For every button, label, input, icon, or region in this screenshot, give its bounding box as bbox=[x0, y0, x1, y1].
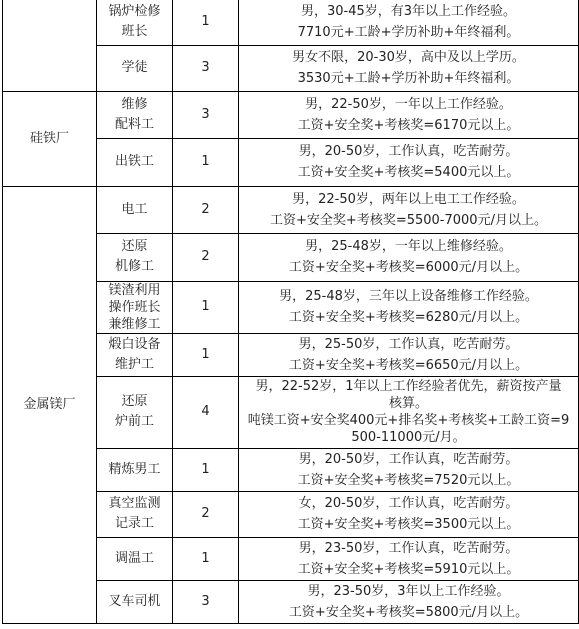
headcount-cell: 1 bbox=[173, 448, 239, 491]
requirements-cell bbox=[239, 91, 579, 138]
position-name-line: 煅白设备 bbox=[108, 336, 161, 352]
table-row bbox=[3, 0, 579, 45]
headcount-cell: 2 bbox=[173, 233, 239, 281]
position-cell bbox=[97, 448, 173, 491]
position-cell bbox=[97, 580, 173, 623]
position-cell bbox=[97, 186, 173, 233]
position-name-line: 锅炉检修 bbox=[108, 3, 161, 19]
position-cell bbox=[97, 376, 173, 448]
requirement-line: 男，20-50岁，工作认真，吃苦耐劳。 bbox=[298, 451, 519, 467]
requirement-line: 男，22-50岁，一年以上工作经验。 bbox=[305, 96, 512, 112]
headcount-cell: 3 bbox=[173, 580, 239, 623]
requirements-cell bbox=[239, 186, 579, 233]
table-row bbox=[3, 186, 579, 233]
requirements-cell bbox=[239, 448, 579, 491]
position-name-line: 维护工 bbox=[114, 356, 154, 372]
position-cell bbox=[97, 91, 173, 138]
requirement-line: 男，20-50岁，工作认真，吃苦耐劳。 bbox=[298, 144, 519, 159]
requirement-line: 男女不限，20-30岁，高中及以上学历。 bbox=[292, 50, 525, 65]
headcount-cell: 4 bbox=[173, 376, 239, 448]
requirements-cell bbox=[239, 138, 579, 186]
position-name-line: 记录工 bbox=[114, 516, 154, 531]
requirement-line: 核算。 bbox=[388, 396, 428, 411]
requirements-cell bbox=[239, 281, 579, 333]
requirement-line: 工资+安全奖+考核奖=3500元以上。 bbox=[297, 517, 520, 532]
requirement-line: 工资+安全奖+考核奖=6170元以上。 bbox=[297, 117, 520, 133]
requirement-line: 男，25-48岁，一年以上维修经验。 bbox=[305, 239, 512, 254]
position-name-line: 学徒 bbox=[121, 60, 148, 75]
requirement-line: 吨镁工资+安全奖400元+排名奖+考核奖+工龄工资=9 bbox=[247, 413, 570, 428]
position-name-line: 镁渣利用 bbox=[108, 282, 161, 298]
requirement-line: 工资+安全奖+考核奖=5800元/月以上。 bbox=[288, 604, 529, 620]
position-name-line: 操作班长 bbox=[108, 299, 161, 315]
position-name-line: 精炼男工 bbox=[108, 461, 161, 477]
requirement-line: 3530元+工龄+学历补助+年终福利。 bbox=[297, 71, 520, 86]
position-name-line: 维修 bbox=[121, 96, 148, 112]
position-name-line: 出铁工 bbox=[114, 154, 154, 169]
position-cell bbox=[97, 333, 173, 376]
requirement-line: 男，23-50岁，工作认真，吃苦耐劳。 bbox=[298, 540, 519, 556]
position-name-line: 还原 bbox=[121, 239, 148, 254]
requirements-cell bbox=[239, 0, 579, 45]
position-name-line: 电工 bbox=[121, 201, 148, 217]
position-cell bbox=[97, 491, 173, 537]
headcount-cell: 1 bbox=[173, 281, 239, 333]
position-cell bbox=[97, 138, 173, 186]
department-cell: 硅铁厂 bbox=[3, 91, 97, 186]
position-cell bbox=[97, 0, 173, 45]
position-name-line: 炉前工 bbox=[114, 414, 154, 429]
position-cell bbox=[97, 45, 173, 91]
headcount-cell: 1 bbox=[173, 0, 239, 45]
requirements-cell bbox=[239, 333, 579, 376]
department-cell: 金属镁厂 bbox=[3, 186, 97, 623]
headcount-cell: 3 bbox=[173, 45, 239, 91]
requirements-cell bbox=[239, 45, 579, 91]
job-listing-body bbox=[3, 0, 579, 623]
position-name-line: 真空监测 bbox=[108, 496, 161, 511]
requirement-line: 工资+安全奖+考核奖=5500-7000元/月以上。 bbox=[270, 212, 547, 228]
requirement-line: 工资+安全奖+考核奖=7520元以上。 bbox=[297, 472, 520, 488]
headcount-cell: 1 bbox=[173, 537, 239, 580]
position-name-line: 机修工 bbox=[114, 259, 154, 274]
requirement-line: 工资+安全奖+考核奖=6000元/月以上。 bbox=[288, 260, 529, 275]
headcount-cell: 1 bbox=[173, 333, 239, 376]
position-cell bbox=[97, 281, 173, 333]
position-name-line: 叉车司机 bbox=[108, 593, 161, 609]
headcount-cell: 2 bbox=[173, 186, 239, 233]
position-cell bbox=[97, 233, 173, 281]
requirement-line: 7710元+工龄+学历补助+年终福利。 bbox=[297, 24, 520, 40]
requirement-line: 工资+安全奖+考核奖=5910元以上。 bbox=[297, 561, 520, 577]
requirements-cell bbox=[239, 537, 579, 580]
headcount-cell: 3 bbox=[173, 91, 239, 138]
position-name-line: 配料工 bbox=[114, 116, 154, 132]
position-name-line: 调温工 bbox=[114, 550, 154, 566]
position-cell bbox=[97, 537, 173, 580]
requirement-line: 500-11000元/月。 bbox=[351, 430, 466, 445]
requirement-line: 女，20-50岁，工作认真，吃苦耐劳。 bbox=[298, 496, 519, 511]
requirements-cell bbox=[239, 491, 579, 537]
position-name-line: 班长 bbox=[121, 23, 148, 39]
requirement-line: 男，22-50岁，两年以上电工工作经验。 bbox=[292, 191, 525, 207]
headcount-cell: 2 bbox=[173, 491, 239, 537]
requirement-line: 工资+安全奖+考核奖=6280元/月以上。 bbox=[288, 310, 529, 325]
headcount-cell: 1 bbox=[173, 138, 239, 186]
requirements-cell bbox=[239, 580, 579, 623]
requirement-line: 男，25-50岁，工作认真，吃苦耐劳。 bbox=[298, 336, 519, 352]
position-name-line: 兼维修工 bbox=[108, 316, 161, 332]
requirements-cell bbox=[239, 376, 579, 448]
requirement-line: 男，23-50岁，3年以上工作经验。 bbox=[307, 583, 510, 599]
job-listing-table bbox=[2, 0, 579, 624]
requirement-line: 男，30-45岁，有3年以上工作经验。 bbox=[300, 3, 517, 19]
requirements-cell bbox=[239, 233, 579, 281]
position-name-line: 还原 bbox=[121, 394, 148, 409]
requirement-line: 工资+安全奖+考核奖=5400元以上。 bbox=[297, 165, 520, 180]
department-cell bbox=[3, 0, 97, 91]
requirement-line: 工资+安全奖+考核奖=6650元/月以上。 bbox=[288, 357, 529, 373]
requirement-line: 男，25-48岁，三年以上设备维修工作经验。 bbox=[279, 289, 538, 304]
requirement-line: 男，22-52岁，1年以上工作经验者优先，薪资按产量 bbox=[255, 379, 562, 394]
table-row bbox=[3, 91, 579, 138]
